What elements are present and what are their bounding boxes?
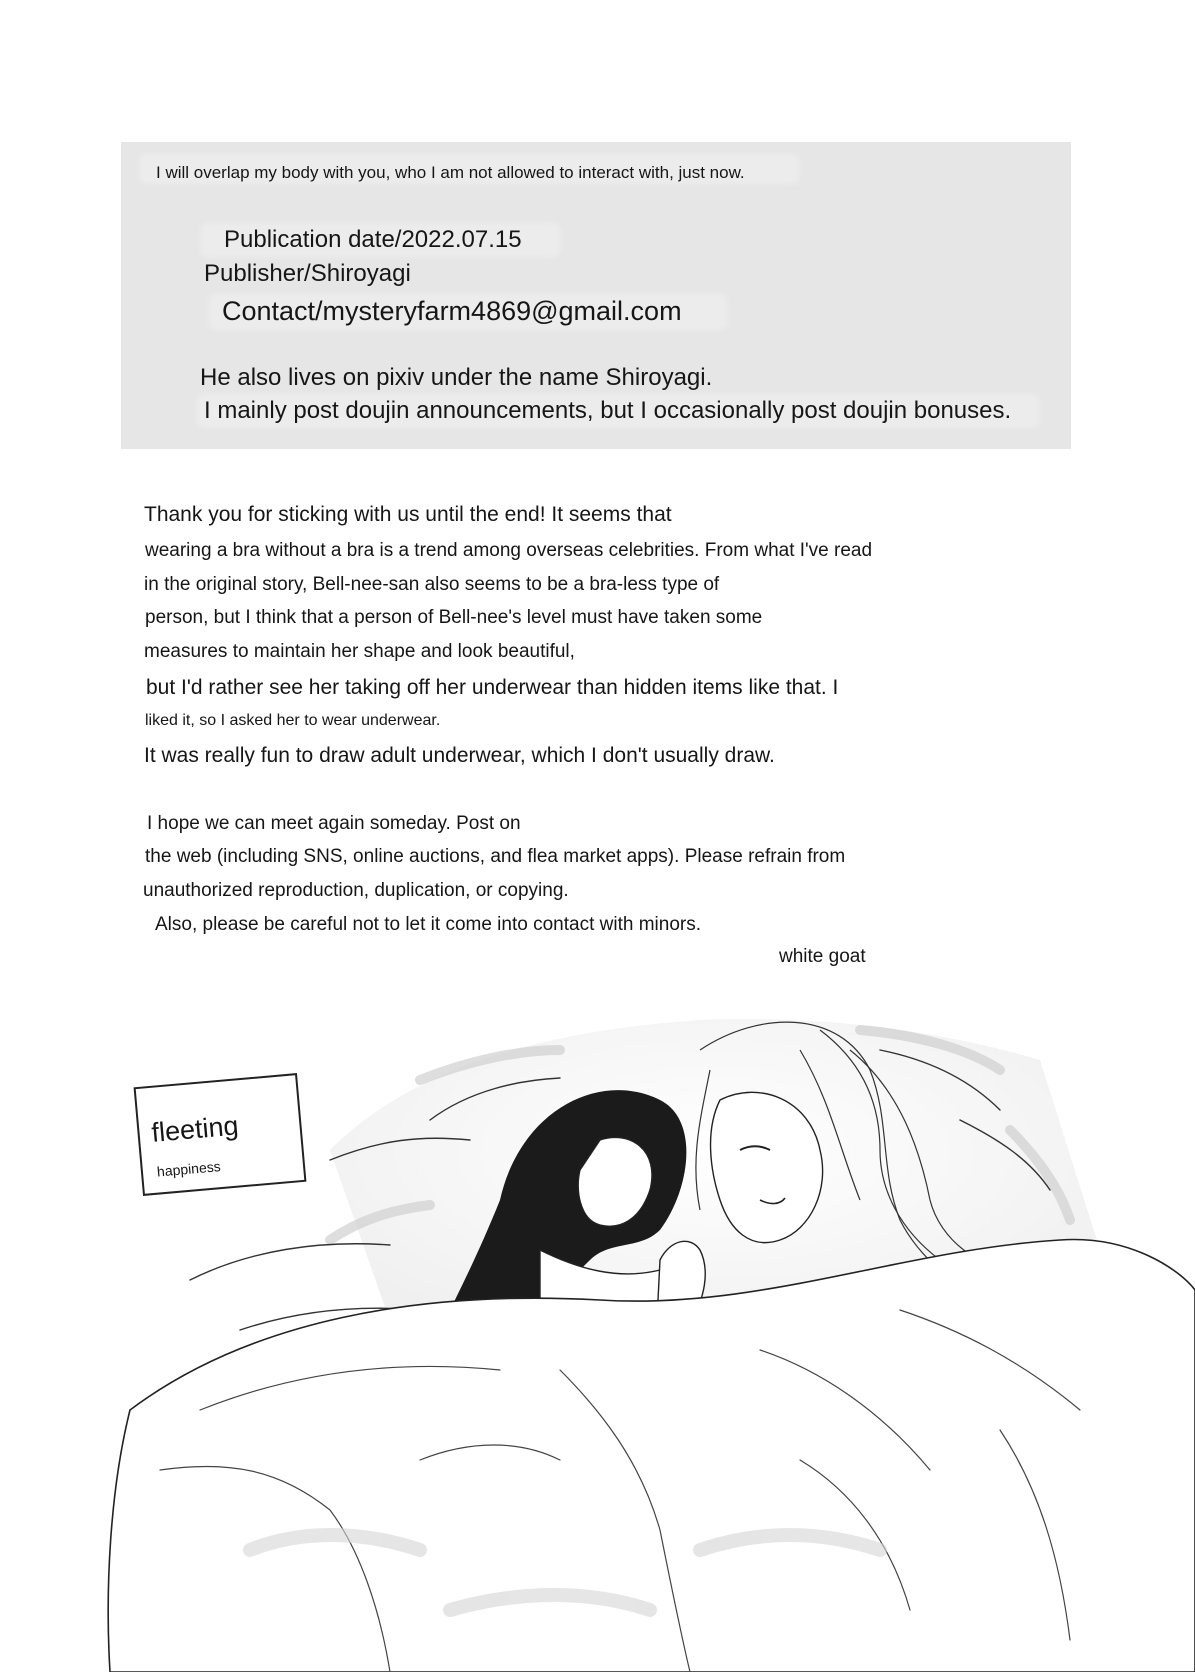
title-card [134,1073,307,1196]
publisher: Publisher/Shiroyagi [204,260,411,287]
signature: white goat [779,946,866,967]
closing-line: unauthorized reproduction, duplication, or copying. [143,880,569,901]
afterword-line: person, but I think that a person of Bell-nee's level must have taken some [145,607,763,628]
closing-line: Also, please be careful not to let it come into contact with minors. [155,914,701,935]
title-card-sub: happiness [156,1158,222,1180]
closing-line: the web (including SNS, online auctions, and flea market apps). Please refrain from [145,846,846,867]
afterword-line: wearing a bra without a bra is a trend among overseas celebrities. From what I've read [145,540,873,561]
afterword-line: It was really fun to draw adult underwear, which I don't usually draw. [144,744,775,767]
pixiv-line-2: I mainly post doujin announcements, but I occasionally post doujin bonuses. [204,397,1012,424]
afterword-line: Thank you for sticking with us until the end! It seems that [144,503,672,526]
contact-email: Contact/mysteryfarm4869@gmail.com [222,296,682,326]
afterword-line: in the original story, Bell-nee-san also seems to be a bra-less type of [144,574,720,595]
afterword-line: but I'd rather see her taking off her underwear than hidden items like that. I [146,676,839,699]
closing-line: I hope we can meet again someday. Post on [147,813,521,834]
colophon-tagline: I will overlap my body with you, who I am not allowed to interact with, just now. [156,163,745,182]
publication-date: Publication date/2022.07.15 [224,226,522,253]
pixiv-line-1: He also lives on pixiv under the name Shiroyagi. [200,364,713,391]
afterword-line: measures to maintain her shape and look beautiful, [144,641,575,662]
afterword-line: liked it, so I asked her to wear underwear. [145,712,441,729]
colophon-box [121,142,1071,449]
title-card-main: fleeting [150,1110,240,1148]
